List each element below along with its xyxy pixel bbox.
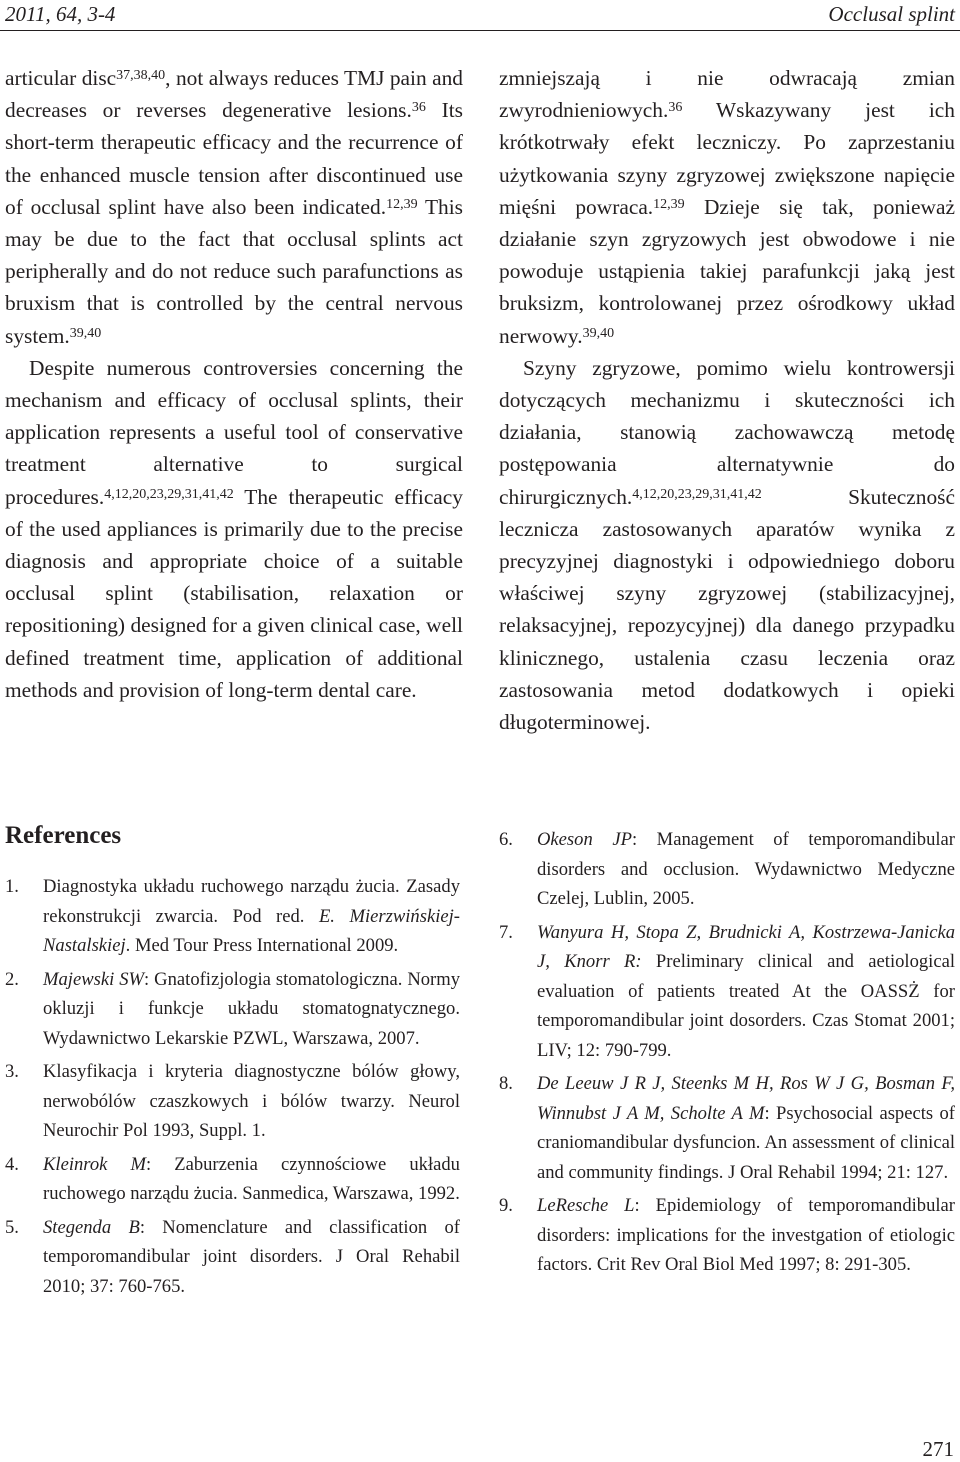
reference-number: 4.: [5, 1153, 19, 1175]
reference-number: 2.: [5, 968, 19, 990]
reference-text: : Gnatofizjologia stomatologiczna. Normy okluzji i funkcje układu stomatognatycznego. Wydawnictwo Lekarskie PZWL, Warszawa, 2007.: [43, 968, 460, 1049]
reference-text: Klasyfikacja i kryteria diagnostyczne bólów głowy, nerwobólów czaszkowych i bólów twarzy. Neurol Neurochir Pol 1993, Suppl. 1.: [43, 1061, 460, 1141]
text-run: articular disc: [5, 66, 117, 90]
english-text-column: [5, 62, 463, 706]
reference-number: 9.: [499, 1195, 513, 1216]
paragraph: [5, 62, 463, 352]
reference-item: [5, 1057, 460, 1146]
reference-authors: LeResche L: [537, 1195, 635, 1216]
reference-number: 5.: [5, 1216, 19, 1238]
reference-authors: De Leeuw J R J, Steenks M H, Ros W J G, Bosman F, Winnubst J A M, Scholte A M: [537, 1073, 955, 1124]
citation: 4,12,20,23,29,31,41,42: [104, 486, 234, 502]
reference-authors: Stegenda B: [43, 1216, 140, 1238]
reference-text: : Epidemiology of temporomandibular disorders: implications for the investgation of etiologic factors. Crit Rev Oral Biol Med 1997; 8: 291-305.: [537, 1195, 955, 1275]
citation: 39,40: [69, 325, 102, 341]
citation: 37,38,40: [116, 68, 166, 83]
reference-text: : Management of temporomandibular disorders and occlusion. Wydawnictwo Medyczne Czelej, Lublin, 2005.: [537, 829, 955, 909]
paragraph: [5, 352, 463, 706]
references-list-left: [5, 872, 460, 1305]
text-run: Wskazywany jest ich krótkotrwały efekt leczniczy. Po zaprzestaniu użytkowania szyny zgryzowej zwiększone napięcie mięśni powraca.: [499, 98, 955, 219]
header-rule: [0, 30, 960, 31]
citation: 36: [411, 100, 426, 116]
reference-item: [5, 872, 460, 961]
reference-text: : Nomenclature and classification of temporomandibular joint disorders. J Oral Rehabil 2010; 37: 760-765.: [43, 1216, 460, 1297]
citation: 36: [668, 100, 683, 116]
reference-item: [499, 825, 955, 914]
reference-item: [499, 1191, 955, 1280]
text-run: , not always reduces TMJ pain and decreases or reverses degenerative lesions.: [5, 66, 463, 123]
references-list-right: [499, 825, 955, 1284]
reference-number: 7.: [499, 921, 513, 943]
citation: 12,39: [653, 196, 685, 212]
reference-authors: Majewski SW: [43, 968, 145, 990]
polish-text-column: [499, 62, 955, 738]
reference-item: [5, 965, 460, 1054]
reference-text: : Zaburzenia czynnościowe układu ruchowego narządu żucia. Sanmedica, Warszawa, 1992.: [43, 1153, 460, 1204]
paragraph: [499, 352, 955, 738]
reference-number: 1.: [5, 876, 19, 897]
reference-number: 6.: [499, 829, 513, 850]
citation: 12,39: [386, 196, 418, 212]
reference-editor: E. Mierzwińskiej-Nastalskiej: [43, 905, 460, 956]
running-header-journal: 2011, 64, 3-4: [5, 2, 116, 26]
reference-number: 3.: [5, 1061, 19, 1082]
running-header-title: Occlusal splint: [828, 2, 955, 26]
reference-text: Diagnostyka układu ruchowego narządu żucia. Zasady rekonstrukcji zwarcia. Pod red.: [43, 876, 460, 927]
text-run: zmniejszają i nie odwracają zmian zwyrodnieniowych.: [499, 66, 955, 123]
page-number: 271: [922, 1437, 954, 1461]
reference-text: : Psychosocial aspects of craniomandibular dysfuncion. An assessment of clinical and community findings. J Oral Rehabil 1994; 21: 127.: [537, 1102, 955, 1183]
reference-text: . Med Tour Press International 2009.: [125, 935, 399, 956]
citation: 39,40: [582, 325, 615, 341]
text-run: Dzieje się tak, ponieważ działanie szyn zgryzowych jest obwodowe i nie powoduje ustąpienia takiej parafunkcji jaką jest bruksizm, kontrolowanej przez ośrodkowy układ nerwowy.: [499, 194, 955, 348]
text-run: Despite numerous controversies concerning the mechanism and efficacy of occlusal splints, their application represents a useful tool of conservative treatment alternative to surgical procedures.: [5, 355, 463, 509]
text-run: This may be due to the fact that occlusal splints act peripherally and do not reduce such parafunctions as bruxism that is controlled by the central nervous system.: [5, 194, 463, 348]
reference-item: [499, 1069, 955, 1187]
reference-authors: Kleinrok M: [43, 1153, 146, 1175]
reference-item: [499, 918, 955, 1066]
text-run: The therapeutic efficacy of the used appliances is primarily due to the precise diagnosis and appropriate choice of a suitable occlusal splint (stabilisation, relaxation or repositioning) designed for a given clinical case, well defined treatment time, application of additional methods and provision of long-term dental care.: [5, 484, 463, 702]
references-heading: References: [5, 822, 122, 849]
reference-item: [5, 1213, 460, 1302]
paragraph: [499, 62, 955, 352]
reference-item: [5, 1150, 460, 1209]
reference-authors: Okeson JP: [537, 829, 632, 850]
citation: 4,12,20,23,29,31,41,42: [632, 486, 762, 502]
reference-text: Preliminary clinical and aetiological evaluation of patients treated At the OASSŻ for temporomandibular joint dosorders. Czas Stomat 2001; LIV; 12: 790-799.: [537, 951, 955, 1061]
reference-authors: Wanyura H, Stopa Z, Brudnicki A, Kostrzewa-Janicka J, Knorr R:: [537, 921, 955, 972]
text-run: Skuteczność lecznicza zastosowanych aparatów wynika z precyzyjnej diagnostyki i odpowiedniego doboru właściwej szyny zgryzowej (stabilizacyjnej, relaksacyjnej, repozycyjnej) dla danego przypadku klinicznego, ustalenia czasu leczenia oraz zastosowania metod dodatkowych i opieki długoterminowej.: [499, 484, 955, 735]
text-run: Szyny zgryzowe, pomimo wielu kontrowersji dotyczących mechanizmu i skuteczności ich działania, stanowią zachowawczą metodę postępowania alternatywnie do chirurgicznych.: [499, 355, 955, 509]
reference-number: 8.: [499, 1073, 513, 1094]
text-run: Its short-term therapeutic efficacy and the recurrence of the enhanced muscle tension after discontinued use of occlusal splint have also been indicated.: [5, 98, 463, 219]
